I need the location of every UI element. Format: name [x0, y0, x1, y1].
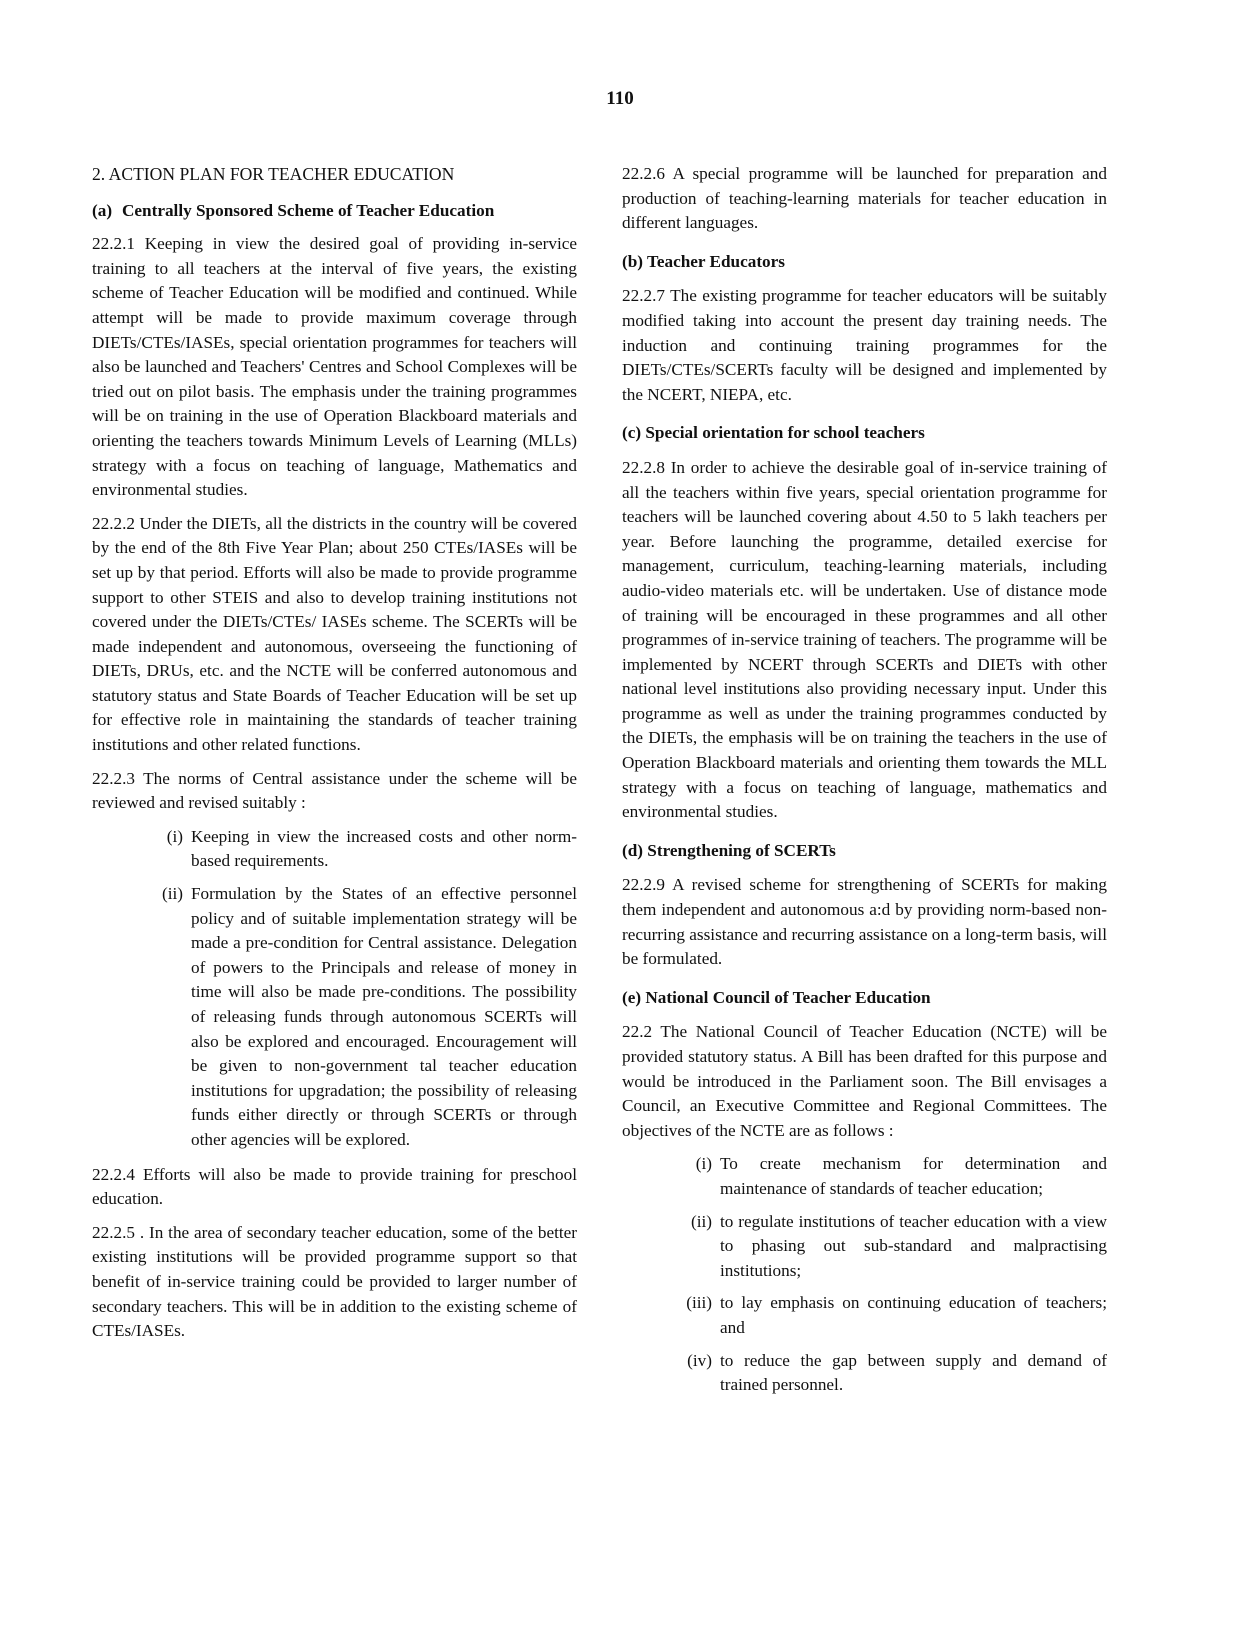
page-number: 110 [606, 88, 634, 109]
list-item-text: To create mechanism for determination and maintenance of standards of teacher education; [720, 1154, 1107, 1198]
assistance-criteria-list [92, 825, 577, 1153]
paragraph-22-2-3: 22.2.3 The norms of Central assistance under the scheme will be reviewed and revised suitably : [92, 768, 577, 813]
section-title: 2. ACTION PLAN FOR TEACHER EDUCATION [92, 164, 455, 184]
paragraph-22-2-9: 22.2.9 A revised scheme for strengthening of SCERTs for making them independent and autonomous a:d by providing norm-based non-recurring assistance and recurring assistance on a long-term basis, will be formulated. [622, 875, 1107, 969]
list-item [622, 1210, 1107, 1284]
list-item-marker: (iii) [686, 1293, 712, 1313]
paragraph-22-2-6: 22.2.6 A special programme will be launched for preparation and production of teaching-learning materials for teacher education in different languages. [622, 164, 1107, 233]
left-column [92, 162, 577, 1353]
heading-a-text: Centrally Sponsored Scheme of Teacher Education [122, 200, 495, 220]
heading-c: (c) Special orientation for school teachers [622, 423, 925, 443]
list-item-text: to regulate institutions of teacher education with a view to phasing out sub-standard and malpractising institutions; [720, 1211, 1107, 1280]
paragraph-22-2-5: 22.2.5 . In the area of secondary teacher education, some of the better existing institutions will be provided programme support so that benefit of in-service training could be provided to larger number of secondary teachers. This will be in addition to the existing scheme of CTEs/IASEs. [92, 1222, 577, 1341]
paragraph-22-2-4: 22.2.4 Efforts will also be made to provide training for preschool education. [92, 1164, 577, 1209]
list-item-text: to lay emphasis on continuing education of teachers; and [720, 1293, 1107, 1337]
paragraph-22-2-1: 22.2.1 Keeping in view the desired goal of providing in-service training to all teachers at the interval of five years, the existing scheme of Teacher Education will be modified and continued. While attempt will be made to provide maximum coverage through DIETs/CTEs/IASEs, special orientation programmes for teachers will also be launched and Teachers' Centres and School Complexes will be tried out on pilot basis. The emphasis under the training programmes will be on training in the use of Operation Blackboard materials and orienting the teachers towards Minimum Levels of Learning (MLLs) strategy with a focus on teaching of language, Mathematics and environmental studies. [92, 234, 577, 500]
list-item [92, 882, 577, 1153]
list-item-marker: (i) [166, 826, 183, 846]
list-item-text: to reduce the gap between supply and demand of trained personnel. [720, 1350, 1107, 1395]
right-column [622, 162, 1107, 1408]
paragraph-22-2-ncte: 22.2 The National Council of Teacher Education (NCTE) will be provided statutory status. A Bill has been drafted for this purpose and would be introduced in the Parliament soon. The Bill envisages a Council, an Executive Committee and Regional Committees. The objectives of the NCTE are as follows : [622, 1022, 1107, 1140]
paragraph-22-2-8: 22.2.8 In order to achieve the desirable goal of in-service training of all the teachers within five years, special orientation programme for teachers will be launched covering about 4.50 to 5 lakh teachers per year. Before launching the programme, detailed exercise for management, curriculum, teaching-learning materials, including audio-video materials etc. will be undertaken. Use of distance mode of training will be encouraged in these programmes and all other programmes of in-service training of teachers. The programme will be implemented by NCERT through SCERTs and DIETs with other national level institutions also providing necessary input. Under this programme as well as under the training programmes conducted by the DIETs, the emphasis will be on training the teachers in the use of Operation Blackboard materials and orienting them towards the MLL strategy with a focus on teaching of language, mathematics and environmental studies. [622, 457, 1107, 822]
heading-a [92, 199, 577, 224]
list-item-text: Formulation by the States of an effective personnel policy and of suitable implementation strategy will be made a pre-condition for Central assistance. Delegation of powers to the Principals and release of money in time will also be made pre-conditions. The possibility of releasing funds through autonomous SCERTs will also be explored and encouraged. Encouragement will be given to non-government tal teacher education institutions for upgradation; the possibility of releasing funds either directly or through SCERTs or through other agencies will be explored. [191, 884, 577, 1149]
list-item-marker: (ii) [162, 884, 183, 904]
list-item-marker: (iv) [687, 1350, 712, 1370]
list-item [622, 1291, 1107, 1340]
heading-a-mark: (a) [92, 200, 113, 220]
list-item-text: Keeping in view the increased costs and other norm-based requirements. [191, 826, 577, 871]
paragraph-22-2-7: 22.2.7 The existing programme for teacher educators will be suitably modified taking into account the present day training needs. The induction and continuing training programmes for the DIETs/CTEs/SCERTs faculty will be designed and implemented by the NCERT, NIEPA, etc. [622, 286, 1107, 404]
list-item-marker: (ii) [691, 1211, 712, 1231]
ncte-objectives-list [622, 1152, 1107, 1397]
heading-d: (d) Strengthening of SCERTs [622, 840, 836, 860]
list-item [622, 1349, 1107, 1398]
list-item [622, 1152, 1107, 1201]
list-item [92, 825, 577, 874]
list-item-marker: (i) [695, 1154, 712, 1174]
heading-e: (e) National Council of Teacher Education [622, 987, 931, 1007]
heading-b: (b) Teacher Educators [622, 251, 785, 271]
paragraph-22-2-2: 22.2.2 Under the DIETs, all the districts in the country will be covered by the end of the 8th Five Year Plan; about 250 CTEs/IASEs will be set up by that period. Efforts will also be made to provide programme support to other STEIS and also to develop training institutions not covered under the DIETs/CTEs/ IASEs scheme. The SCERTs will be made independent and autonomous, overseeing the functioning of DIETs, DRUs, etc. and the NCTE will be conferred autonomous and statutory status and State Boards of Teacher Education will be set up for effective role in maintaining the standards of teacher training institutions and other related functions. [92, 513, 577, 755]
